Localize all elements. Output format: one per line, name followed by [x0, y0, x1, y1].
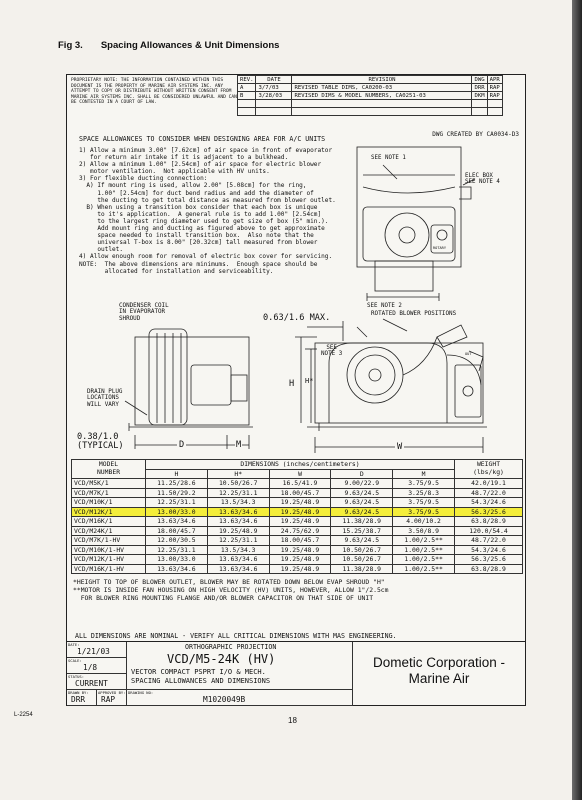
space-allowance-line: to the largest ring diameter used to get size of box (5" min.).: [79, 217, 329, 225]
table-cell: 9.63/24.5: [331, 507, 393, 517]
table-cell: 19.25/48.9: [269, 555, 331, 565]
drawn-by: DRR: [71, 695, 86, 704]
projection-label: ORTHOGRAPHIC PROJECTION: [185, 643, 277, 651]
space-allowance-line: space needed to install transition box. Also note that the: [79, 232, 314, 240]
see-note-2-label: SEE NOTE 2: [367, 303, 402, 309]
max-dimension-label: 0.63/1.6 MAX.: [263, 313, 331, 323]
title-block: DATE: 1/21/03 SCALE: 1/8 STATUS: CURRENT DRAWN BY: DRR APPROVED BY: RAP ORTHOGRAPHIC PROJECTION VCD/M5-24K (HV) VECTOR COMPACT PSPRT I/O & MECH. SPACING ALLOWANCES AND DIMENSIONS DRAWING NO: M1020049B: [67, 641, 525, 705]
dimensions-header: DIMENSIONS (inches/centimeters): [146, 460, 455, 470]
model-title: VCD/M5-24K (HV): [167, 652, 276, 666]
drawing-number: M1020049B: [203, 695, 246, 704]
table-cell: 4.00/10.2: [393, 517, 455, 527]
table-cell: 13.63/34.6: [146, 564, 208, 574]
out-label: OUT: [465, 352, 472, 356]
space-allowance-line: the ducting to get total distance as measured from blower outlet.: [79, 196, 336, 204]
table-cell: 11.38/28.9: [331, 564, 393, 574]
see-note-1-label: SEE NOTE 1: [371, 155, 406, 161]
table-cell: 13.63/34.6: [146, 517, 208, 527]
table-cell: 120.0/54.4: [455, 526, 523, 536]
table-cell: 19.25/48.9: [269, 507, 331, 517]
table-cell: 12.25/31.1: [207, 488, 269, 498]
space-allowances-title: SPACE ALLOWANCES TO CONSIDER WHEN DESIGNING AREA FOR A/C UNITS: [79, 135, 326, 143]
table-cell: 10.50/26.7: [207, 479, 269, 489]
table-cell: 42.0/19.1: [455, 479, 523, 489]
typical-dimension-label: 0.38/1.0 (TYPICAL): [77, 432, 124, 451]
model-cell: VCD/M10K/1: [72, 498, 146, 508]
col-h-header: H: [146, 469, 208, 479]
h-star-dimension-label: H*: [305, 377, 314, 385]
drawing-date: 1/21/03: [77, 647, 110, 656]
table-cell: 16.5/41.9: [269, 479, 331, 489]
table-row: [72, 488, 523, 498]
table-cell: 19.25/48.9: [269, 564, 331, 574]
space-allowance-line: B) When using a transition box consider that each box is unique: [79, 203, 318, 211]
company-name: Dometic Corporation - Marine Air: [372, 655, 506, 686]
table-cell: 9.63/24.5: [331, 498, 393, 508]
table-cell: 56.3/25.6: [455, 555, 523, 565]
table-cell: 19.25/48.9: [207, 526, 269, 536]
col-hstar-header: H*: [207, 469, 269, 479]
table-cell: 9.00/22.9: [331, 479, 393, 489]
space-allowance-line: universal T-box is 8.00" [20.32cm] tall measured from blower: [79, 239, 318, 247]
h-dimension-label: H: [289, 379, 295, 389]
nominal-dimensions-note: ALL DIMENSIONS ARE NOMINAL - VERIFY ALL CRITICAL DIMENSIONS WITH MAS ENGINEERING.: [75, 632, 397, 640]
col-w-header: W: [269, 469, 331, 479]
table-cell: 10.50/26.7: [331, 545, 393, 555]
table-row: [72, 545, 523, 555]
table-cell: 13.00/33.0: [146, 507, 208, 517]
table-cell: 3.50/8.9: [393, 526, 455, 536]
table-cell: 18.00/45.7: [146, 526, 208, 536]
table-cell: 1.00/2.5**: [393, 555, 455, 565]
space-allowance-line: 4) Allow enough room for removal of electric box cover for servicing.: [79, 253, 333, 261]
unit-drawing: [67, 75, 527, 707]
top-view-fan: [385, 213, 429, 257]
col-d-header: D: [331, 469, 393, 479]
table-cell: 3.75/9.5: [393, 479, 455, 489]
blower-outlet-top: [375, 261, 433, 291]
table-cell: 1.00/2.5**: [393, 536, 455, 546]
table-cell: 54.3/24.6: [455, 498, 523, 508]
table-row: [72, 526, 523, 536]
table-row: [72, 564, 523, 574]
figure-title: Fig 3. Spacing Allowances & Unit Dimensions: [58, 40, 280, 51]
table-cell: 24.75/62.9: [269, 526, 331, 536]
table-cell: 12.00/30.5: [146, 536, 208, 546]
footnote-height: *HEIGHT TO TOP OF BLOWER OUTLET, BLOWER MAY BE ROTATED DOWN BELOW EVAP SHROUD "H": [73, 578, 385, 586]
dimensions-table: [71, 459, 523, 574]
approved-by: RAP: [101, 695, 116, 704]
table-cell: 19.25/48.9: [269, 545, 331, 555]
table-row: [72, 536, 523, 546]
space-allowance-line: motor ventilation. Not applicable with HV units.: [79, 168, 270, 176]
table-cell: 1.00/2.5**: [393, 564, 455, 574]
space-allowance-line: outlet.: [79, 246, 124, 254]
footnote-motor: **MOTOR IS INSIDE FAN HOUSING ON HIGH VELOCITY (HV) UNITS, HOWEVER, ALLOW 1"/2.5cm: [73, 586, 389, 594]
model-cell: VCD/M10K/1-HV: [72, 545, 146, 555]
drawing-scale: 1/8: [83, 663, 98, 672]
side-view-outline: [135, 337, 249, 425]
table-cell: 9.63/24.5: [331, 536, 393, 546]
space-allowance-line: to it's application. A general rule is to add 1.00" [2.54cm]: [79, 210, 322, 218]
model-cell: VCD/M16K/1: [72, 517, 146, 527]
table-cell: 18.00/45.7: [269, 488, 331, 498]
description-line-1: VECTOR COMPACT PSPRT I/O & MECH.: [131, 668, 266, 676]
model-cell: VCD/M16K/1-HV: [72, 564, 146, 574]
document-code: L-2254: [14, 712, 33, 718]
table-cell: 9.63/24.5: [331, 488, 393, 498]
model-cell: VCD/M12K/1-HV: [72, 555, 146, 565]
space-allowance-line: NOTE: The above dimensions are minimums. Enough space should be: [79, 260, 318, 268]
table-cell: 11.38/28.9: [331, 517, 393, 527]
revision-table: REV. DATE REVISION DWG APR A 3/7/03 REVISED TABLE DIMS, CA0200-03 DRR RAP B 3/28/03 REVISED DIMS & MODEL NUMBERS, CA0251-03 DKM RAP: [237, 75, 503, 116]
col-m-header: M: [393, 469, 455, 479]
model-cell: VCD/M7K/1: [72, 488, 146, 498]
page-edge-shadow: [572, 0, 582, 800]
space-allowance-line: 1.00" [2.54cm] for duct bend radius and add the diameter of: [79, 189, 314, 197]
space-allowance-line: 2) Allow a minimum 1.00" [2.54cm] of air space for electric blower: [79, 161, 322, 169]
d-dimension-label: D: [179, 440, 185, 450]
revision-row: B 3/28/03 REVISED DIMS & MODEL NUMBERS, CA0251-03 DKM RAP: [238, 92, 503, 100]
description-line-2: SPACING ALLOWANCES AND DIMENSIONS: [131, 677, 271, 685]
model-cell: VCD/M24K/1: [72, 526, 146, 536]
table-cell: 19.25/48.9: [269, 498, 331, 508]
table-cell: 48.7/22.0: [455, 536, 523, 546]
dwg-created-note: DWG CREATED BY CA0034-D3: [432, 131, 519, 138]
table-cell: 12.25/31.1: [207, 536, 269, 546]
table-cell: 1.00/2.5**: [393, 545, 455, 555]
footnote-flange: FOR BLOWER RING MOUNTING FLANGE AND/OR BLOWER CAPACITOR ON THAT SIDE OF UNIT: [73, 594, 374, 602]
table-cell: 12.25/31.1: [146, 498, 208, 508]
drawing-sheet: [66, 74, 526, 706]
m-dimension-label: M: [236, 440, 242, 450]
table-row: [72, 498, 523, 508]
table-cell: 63.8/28.9: [455, 564, 523, 574]
space-allowance-line: A) If mount ring is used, allow 2.00" [5.08cm] for the ring,: [79, 182, 307, 190]
model-number-header: MODEL NUMBER: [72, 460, 146, 479]
table-row: [72, 479, 523, 489]
table-row: [72, 507, 523, 517]
table-cell: 3.75/9.5: [393, 507, 455, 517]
drawing-status: CURRENT: [75, 679, 108, 688]
model-cell: VCD/M5K/1: [72, 479, 146, 489]
model-cell: VCD/M7K/1-HV: [72, 536, 146, 546]
elec-box-label: ELEC BOX SEE NOTE 4: [465, 173, 500, 186]
table-cell: 3.25/8.3: [393, 488, 455, 498]
table-cell: 48.7/22.0: [455, 488, 523, 498]
table-cell: 13.63/34.6: [207, 555, 269, 565]
table-cell: 10.50/26.7: [331, 555, 393, 565]
table-cell: 54.3/24.6: [455, 545, 523, 555]
rotated-blower-label: ROTATED BLOWER POSITIONS: [371, 311, 457, 317]
condenser-coil-label: CONDENSER COIL IN EVAPORATOR SHROUD: [119, 303, 169, 322]
space-allowance-line: Add mount ring and ducting as figured above to get approximate: [79, 225, 325, 233]
blower-housing: [329, 343, 447, 423]
table-cell: 19.25/48.9: [269, 517, 331, 527]
see-note-3-label: SEE NOTE 3: [321, 345, 343, 358]
table-cell: 13.5/34.3: [207, 545, 269, 555]
rotary-label: ROTARY: [433, 246, 446, 250]
table-row: [72, 517, 523, 527]
table-cell: 63.8/28.9: [455, 517, 523, 527]
table-cell: 11.25/28.6: [146, 479, 208, 489]
table-row: [72, 555, 523, 565]
table-cell: 13.63/34.6: [207, 507, 269, 517]
proprietary-note: PROPRIETARY NOTE: THE INFORMATION CONTAINED WITHIN THIS DOCUMENT IS THE PROPERTY OF MARINE AIR SYSTEMS INC. ANY ATTEMPT TO COPY OR DISTRIBUTE WITHOUT WRITTEN CONSENT FROM MARINE AIR SYSTEMS INC. SHALL BE CONSIDERED UNLAWFUL AND CAN BE CONTESTED IN A COURT OF LAW.: [71, 78, 237, 106]
table-cell: 3.75/9.5: [393, 498, 455, 508]
drain-plug-label: DRAIN PLUG LOCATIONS WILL VARY: [87, 389, 123, 408]
weight-header: WEIGHT (lbs/kg): [455, 460, 523, 479]
table-cell: 11.50/29.2: [146, 488, 208, 498]
table-cell: 13.63/34.6: [207, 517, 269, 527]
table-cell: 13.5/34.3: [207, 498, 269, 508]
table-cell: 13.00/33.0: [146, 555, 208, 565]
model-cell: VCD/M12K/1: [72, 507, 146, 517]
rotated-blower-outlet: [437, 325, 467, 347]
table-cell: 18.00/45.7: [269, 536, 331, 546]
table-cell: 56.3/25.6: [455, 507, 523, 517]
table-cell: 13.63/34.6: [207, 564, 269, 574]
page-number: 18: [288, 716, 297, 725]
space-allowance-line: 3) For flexible ducting connection:: [79, 175, 208, 183]
table-cell: 15.25/38.7: [331, 526, 393, 536]
space-allowance-line: for return air intake if it is adjacent to a bulkhead.: [79, 154, 289, 162]
w-dimension-label: W: [397, 442, 403, 452]
table-cell: 12.25/31.1: [146, 545, 208, 555]
revision-row: A 3/7/03 REVISED TABLE DIMS, CA0200-03 DRR RAP: [238, 84, 503, 92]
space-allowance-line: allocated for installation and serviceability.: [79, 267, 274, 275]
space-allowance-line: 1) Allow a minimum 3.00" [7.62cm] of air space in front of evaporator: [79, 147, 333, 154]
